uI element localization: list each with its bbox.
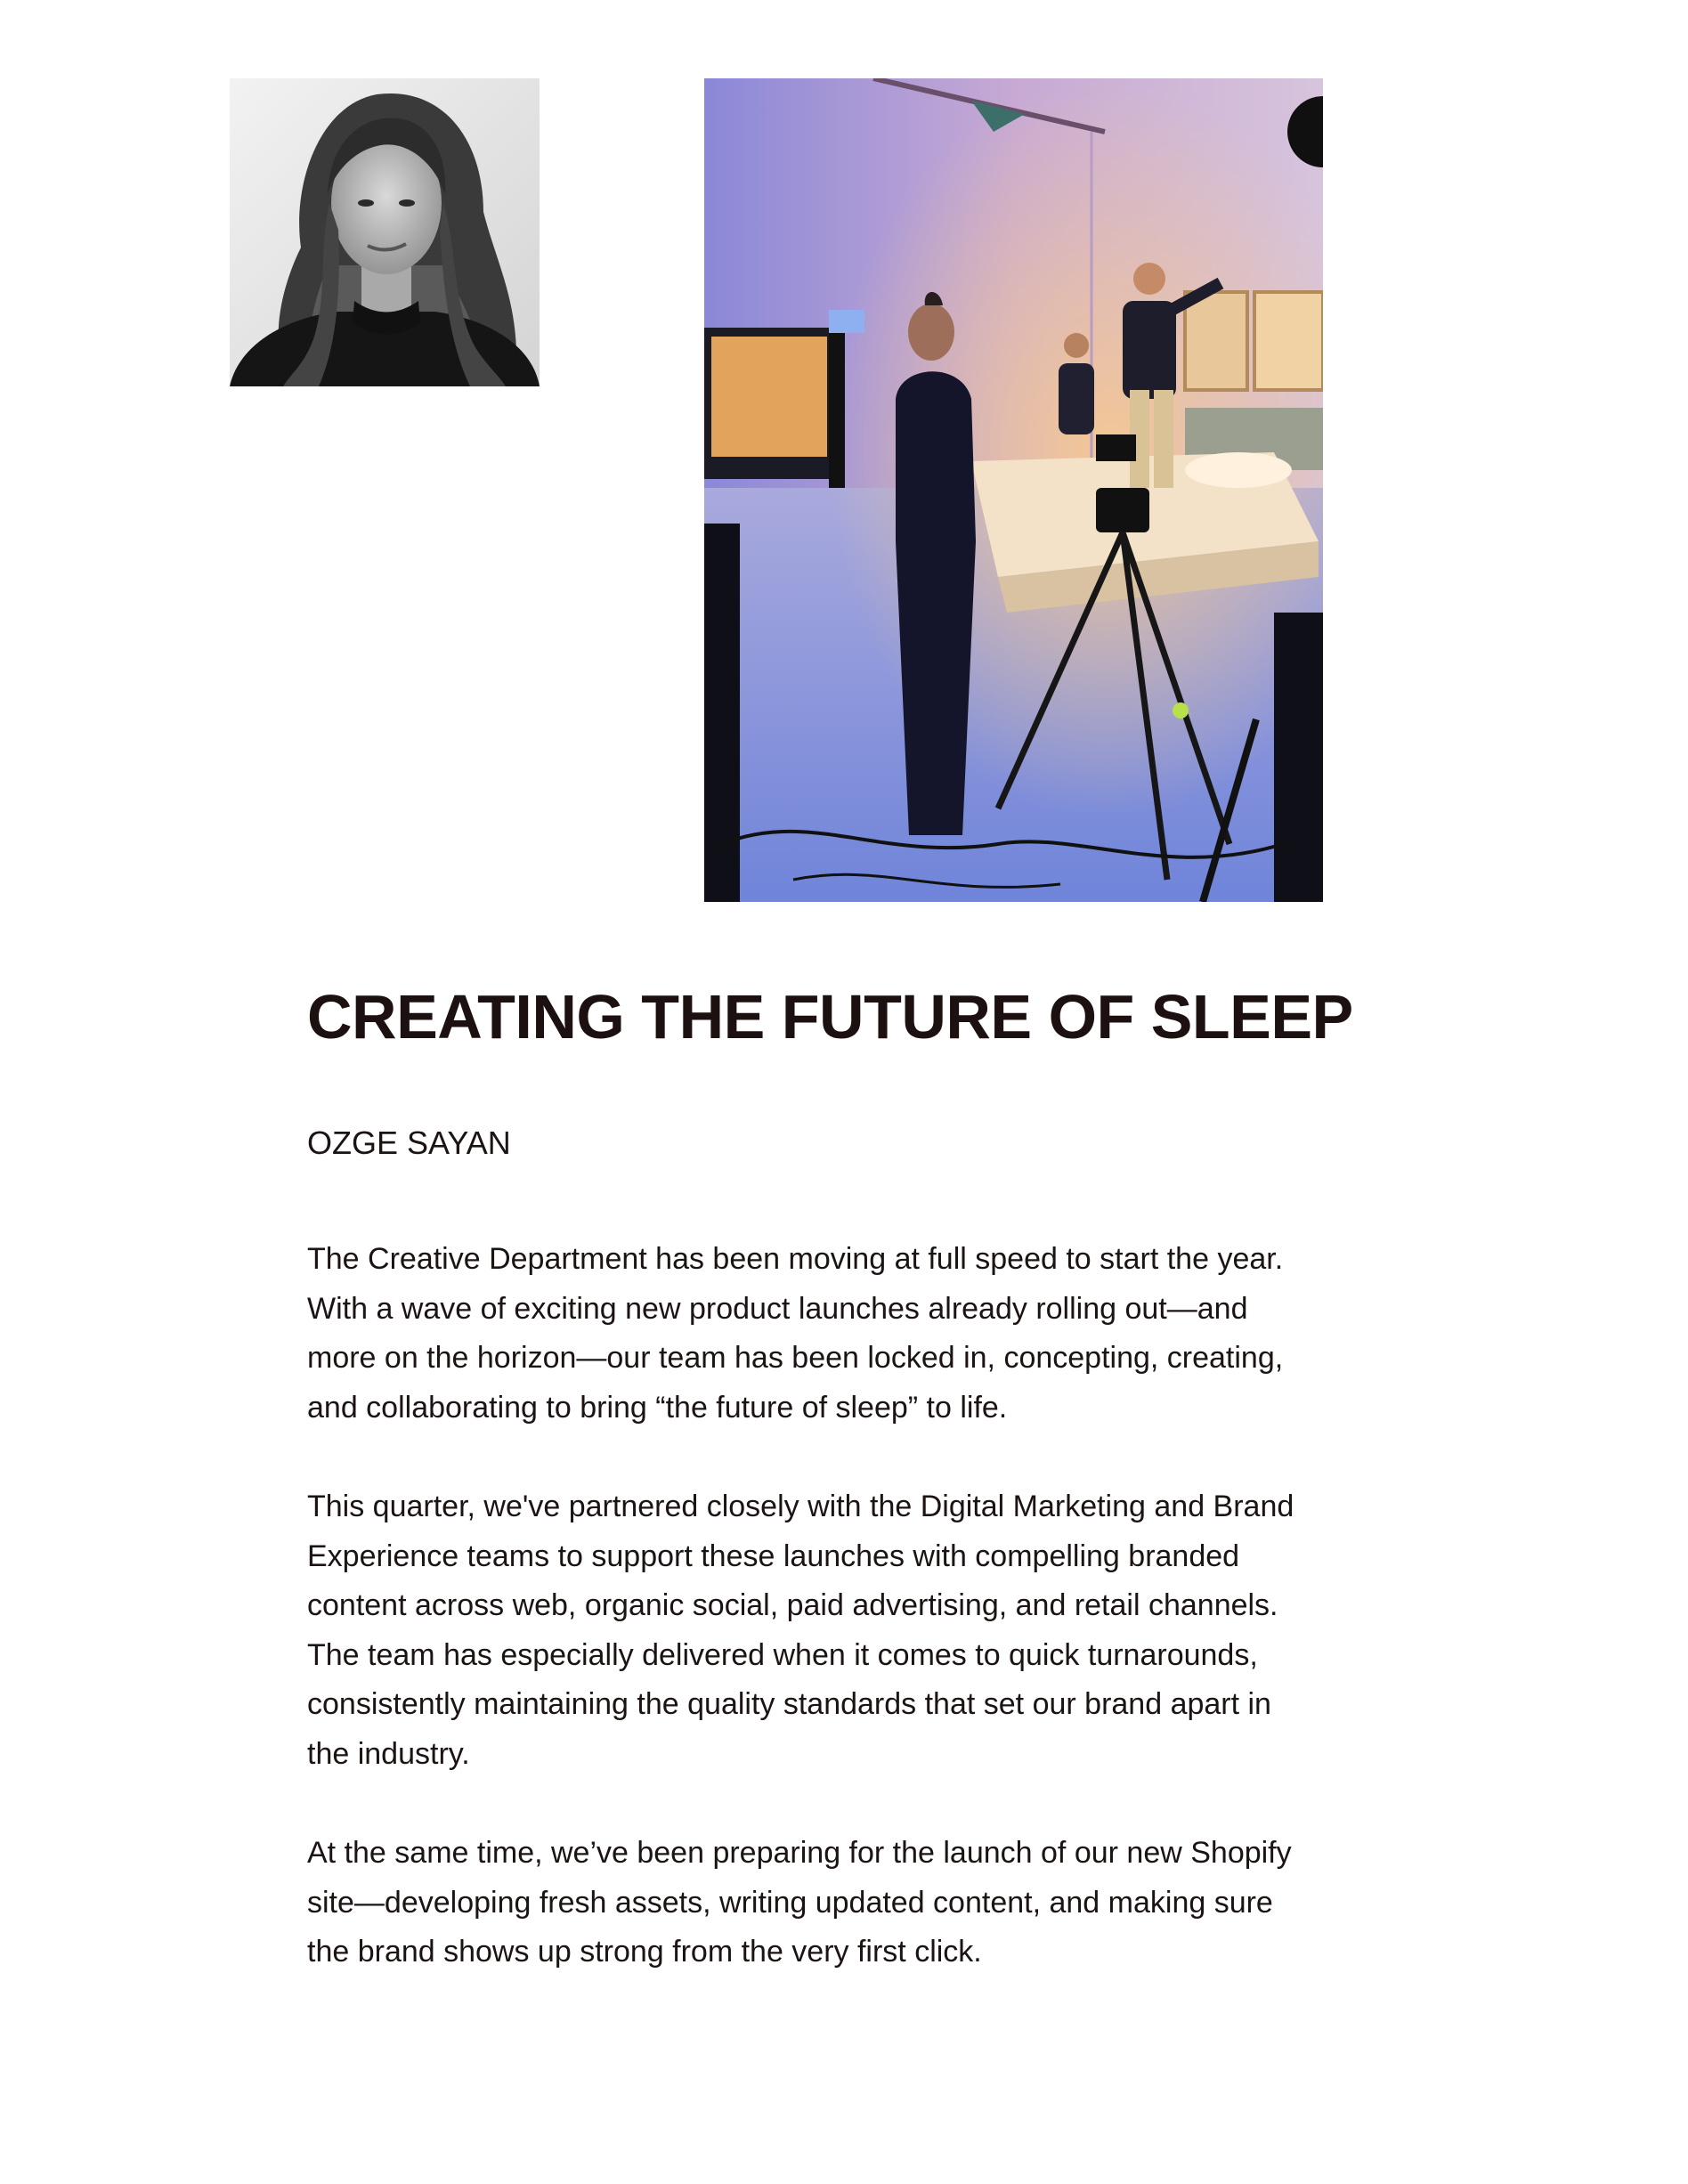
paragraph-line: content across web, organic social, paid advertising, and retail channels. — [307, 1588, 1278, 1622]
paragraph-line: and collaborating to bring “the future of sleep” to life. — [307, 1390, 1008, 1425]
paragraph-line: site—developing fresh assets, writing updated content, and making sure — [307, 1885, 1273, 1920]
paragraph-line: Experience teams to support these launches with compelling branded — [307, 1539, 1240, 1573]
studio-photo-icon — [704, 78, 1323, 902]
paragraph-line: more on the horizon—our team has been locked in, concepting, creating, — [307, 1341, 1284, 1375]
paragraph-line: the brand shows up strong from the very first click. — [307, 1935, 982, 1969]
paragraph-line: With a wave of exciting new product launches already rolling out—and — [307, 1291, 1248, 1326]
article-author: OZGE SAYAN — [307, 1124, 511, 1161]
paragraph-line: consistently maintaining the quality standards that set our brand apart in — [307, 1687, 1271, 1721]
article-body — [307, 1235, 1420, 2027]
author-portrait-photo — [230, 78, 540, 386]
article-paragraph — [307, 1829, 1420, 1977]
article-paragraph — [307, 1482, 1420, 1779]
portrait-photo-icon — [230, 78, 540, 386]
paragraph-line: The team has especially delivered when it comes to quick turnarounds, — [307, 1637, 1258, 1672]
paragraph-line: At the same time, we’ve been preparing for the launch of our new Shopify — [307, 1836, 1292, 1870]
article-title: CREATING THE FUTURE OF SLEEP — [307, 982, 1353, 1051]
paragraph-line: The Creative Department has been moving at full speed to start the year. — [307, 1242, 1284, 1276]
article-paragraph — [307, 1235, 1420, 1433]
paragraph-line: the industry. — [307, 1736, 470, 1771]
studio-shoot-photo — [704, 78, 1323, 902]
paragraph-line: This quarter, we've partnered closely with the Digital Marketing and Brand — [307, 1490, 1294, 1523]
